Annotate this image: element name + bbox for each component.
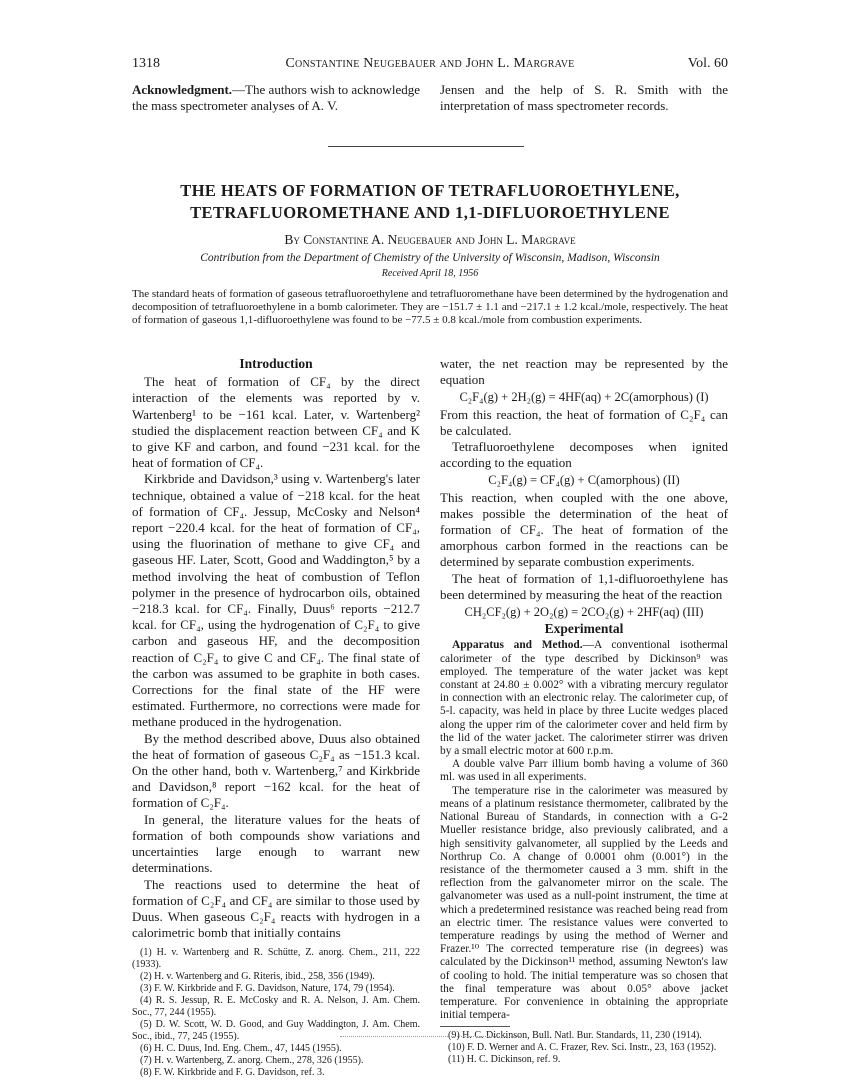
footnotes-left [132,947,420,1079]
page-number: 1318 [132,56,160,71]
body-paragraph: The heat of formation of 1,1-difluoroethylene has been determined by measuring the heat of the reaction [440,570,728,602]
equation-1: C₂F₄(g) + 2H₂(g) = 4HF(aq) + 2C(amorphous) (I) [459,390,709,405]
footnote: (11) H. C. Dickinson, ref. 9. [448,1054,561,1066]
ack-col-2: Jensen and the help of S. R. Smith with the interpretation of mass spectrometer records. [440,82,728,114]
footnote: (5) D. W. Scott, W. D. Good, and Guy Waddington, J. Am. Chem. Soc., ibid., 77, 245 (1955). [132,1019,420,1043]
body-paragraph: water, the net reaction may be represented by the equation [440,356,728,388]
footnote-rule [440,1026,510,1027]
footnote: (10) F. D. Werner and A. C. Frazer, Rev. Sci. Instr., 23, 163 (1952). [448,1042,717,1054]
footnote: (2) H. v. Wartenberg and G. Riteris, ibid., 258, 356 (1949). [140,971,375,983]
intro-paragraph: In general, the literature values for the heats of formation of both compounds show variations and uncertainties large enough to warrant new determinations. [132,811,420,876]
article-title [132,180,728,224]
experimental-text [440,639,728,1022]
intro-paragraph: The heat of formation of CF₄ by the direct interaction of the elements was reported by v. Wartenberg¹ to be −161 kcal. Later, v. Wartenberg² studied the displacement reaction between CF₄ and K to give KF and carbon, and found −231 kcal. for the heat of formation of CF₄. [132,374,420,471]
ack-text-1: —The authors wish to acknowledge the mass spectrometer analyses of A. V. [132,82,420,114]
intro-heading: Introduction [239,356,313,371]
ack-heading: Acknowledgment. [132,82,233,97]
left-column [132,356,420,1079]
exp-text: —A conventional isothermal calorimeter of the type described by Dickinson⁹ was employed. The temperature of the water jacket was kept constant at 24.80 ± 0.002° with a vibrating mercury regulator in connection with an electronic relay. The calorimeter cup, of 5-l. capacity, was held in place by three Lucite wedges placed along the upper rim of the calorimeter cover and held firm by the lid of the water jacket. The calorimeter stirrer was driven by a small electric motor at 600 r.p.m. [440,639,728,758]
body-paragraph: Tetrafluoroethylene decomposes when ignited according to the equation [440,439,728,471]
abstract: The standard heats of formation of gaseous tetrafluoroethylene and tetrafluoromethane have been determined by the hydrogenation and decomposition of tetrafluoroethylene in a bomb calorimeter. They are −151.7 ± 1.1 and −217.1 ± 1.2 kcal./mole, respectively. The heat of formation of gaseous 1,1-difluoroethylene was found to be −77.5 ± 0.8 kcal./mole from combustion experiments. [132,288,728,326]
intro-paragraph: Kirkbride and Davidson,³ using v. Wartenberg's later technique, obtained a value of −218 kcal. for the heat of formation of CF₄. Jessup, McCosky and Nelson⁴ report −220.4 kcal. for the heat of formation of CF₄, using the fluorination of methane to give CF₄ and gaseous HF. Later, Scott, Good and Waddington,⁵ by a method involving the heat of combustion of Teflon polymer in the presence of hydrocarbon oils, obtained −218.3 kcal. for CF₄. Finally, Duus⁶ reports −212.7 kcal. for CF₄, using the hydrogenation of C₂F₄ to give carbon and gaseous HF, and the decomposition reaction of C₂F₄ to give C and CF₄. The final state of the carbon was assumed to be graphite in both cases. Corrections for the final state of the HF were estimated. Furthermore, no corrections were made for methane produced in the hydrogenation. [132,471,420,730]
exp-paragraph: A double valve Parr illium bomb having a volume of 360 ml. was used in all experiments. [440,758,728,784]
footnote: (7) H. v. Wartenberg, Z. anorg. Chem., 278, 326 (1955). [140,1055,364,1067]
exp-lead: Apparatus and Method. [452,639,583,652]
body-paragraph: This reaction, when coupled with the one above, makes possible the determination of the heat of formation of CF₄. The heat of formation of the amorphous carbon formed in the reactions can be determined by separate combustion experiments. [440,489,728,570]
footnote: (8) F. W. Kirkbride and F. G. Davidson, ref. 3. [140,1067,325,1079]
intro-paragraph: The reactions used to determine the heat of formation of C₂F₄ and CF₄ are similar to those used by Duus. When gaseous C₂F₄ reacts with hydrogen in a calorimetric bomb that initially contains [132,876,420,941]
footnote: (4) R. S. Jessup, R. E. McCosky and R. A. Nelson, J. Am. Chem. Soc., 77, 244 (1955). [132,995,420,1019]
received-date: Received April 18, 1956 [381,268,479,279]
volume-label: Vol. 60 [687,56,728,71]
title-line-2: TETRAFLUOROMETHANE AND 1,1-DIFLUOROETHYLENE [190,203,670,222]
authors: By Constantine A. Neugebauer and John L. Margrave [284,232,576,247]
footnote: (9) H. C. Dickinson, Bull. Natl. Bur. Standards, 11, 230 (1914). [448,1030,702,1042]
title-line-1: THE HEATS OF FORMATION OF TETRAFLUOROETHYLENE, [180,181,680,200]
ack-col-1 [132,82,420,114]
equation-3: CH₂CF₂(g) + 2O₂(g) = 2CO₂(g) + 2HF(aq) (III) [464,605,704,620]
page-bottom-mark [340,1036,520,1037]
exp-paragraph: The temperature rise in the calorimeter was measured by means of a platinum resistance thermometer, calibrated by the National Bureau of Standards, in connection with a G-2 Mueller resistance bridge, also previously calibrated, and a high sensitivity galvanometer, all supplied by the Leeds and Northrup Co. A change of 0.0001 ohm (0.001°) in the resistance of the thermometer caused a 3 mm. shift in the reflection from the galvanometer mirror on the scale. The galvanometer was used as a null-point instrument, the time at which a predetermined resistance was reached being read from an electric timer. The resistance values were converted to temperature readings by using the method of Werner and Frazer.¹⁰ The corrected temperature rise (in degrees) was calculated by the Dickinson¹¹ method, assuming Newton's law of cooling to hold. The initial temperature was so chosen that the final temperature was about 0.05° above jacket temperature. For convenience in obtaining the appropriate initial tempera- [440,784,728,1022]
equation-2: C₂F₄(g) = CF₄(g) + C(amorphous) (II) [488,473,680,488]
experimental-heading: Experimental [544,621,624,637]
affiliation: Contribution from the Department of Chemistry of the University of Wisconsin, Madison, Wisconsin [200,252,660,264]
footnote: (3) F. W. Kirkbride and F. G. Davidson, Nature, 174, 79 (1954). [140,983,395,995]
page-header [132,56,728,76]
section-divider [328,146,524,147]
right-column [440,356,728,1066]
exp-paragraph [440,639,728,758]
footnote: (1) H. v. Wartenberg and R. Schütte, Z. anorg. Chem., 211, 222 (1933). [132,947,420,971]
intro-paragraph: By the method described above, Duus also obtained the heat of formation of gaseous C₂F₄ as −151.3 kcal. On the other hand, both v. Wartenberg,⁷ and Kirkbride and Davidson,⁸ report −162 kcal. for the heat of formation of C₂F₄. [132,730,420,811]
running-title: Constantine Neugebauer and John L. Margrave [285,56,575,71]
footnote: (6) H. C. Duus, Ind. Eng. Chem., 47, 1445 (1955). [140,1043,342,1055]
body-paragraph: From this reaction, the heat of formation of C₂F₄ can be calculated. [440,406,728,438]
